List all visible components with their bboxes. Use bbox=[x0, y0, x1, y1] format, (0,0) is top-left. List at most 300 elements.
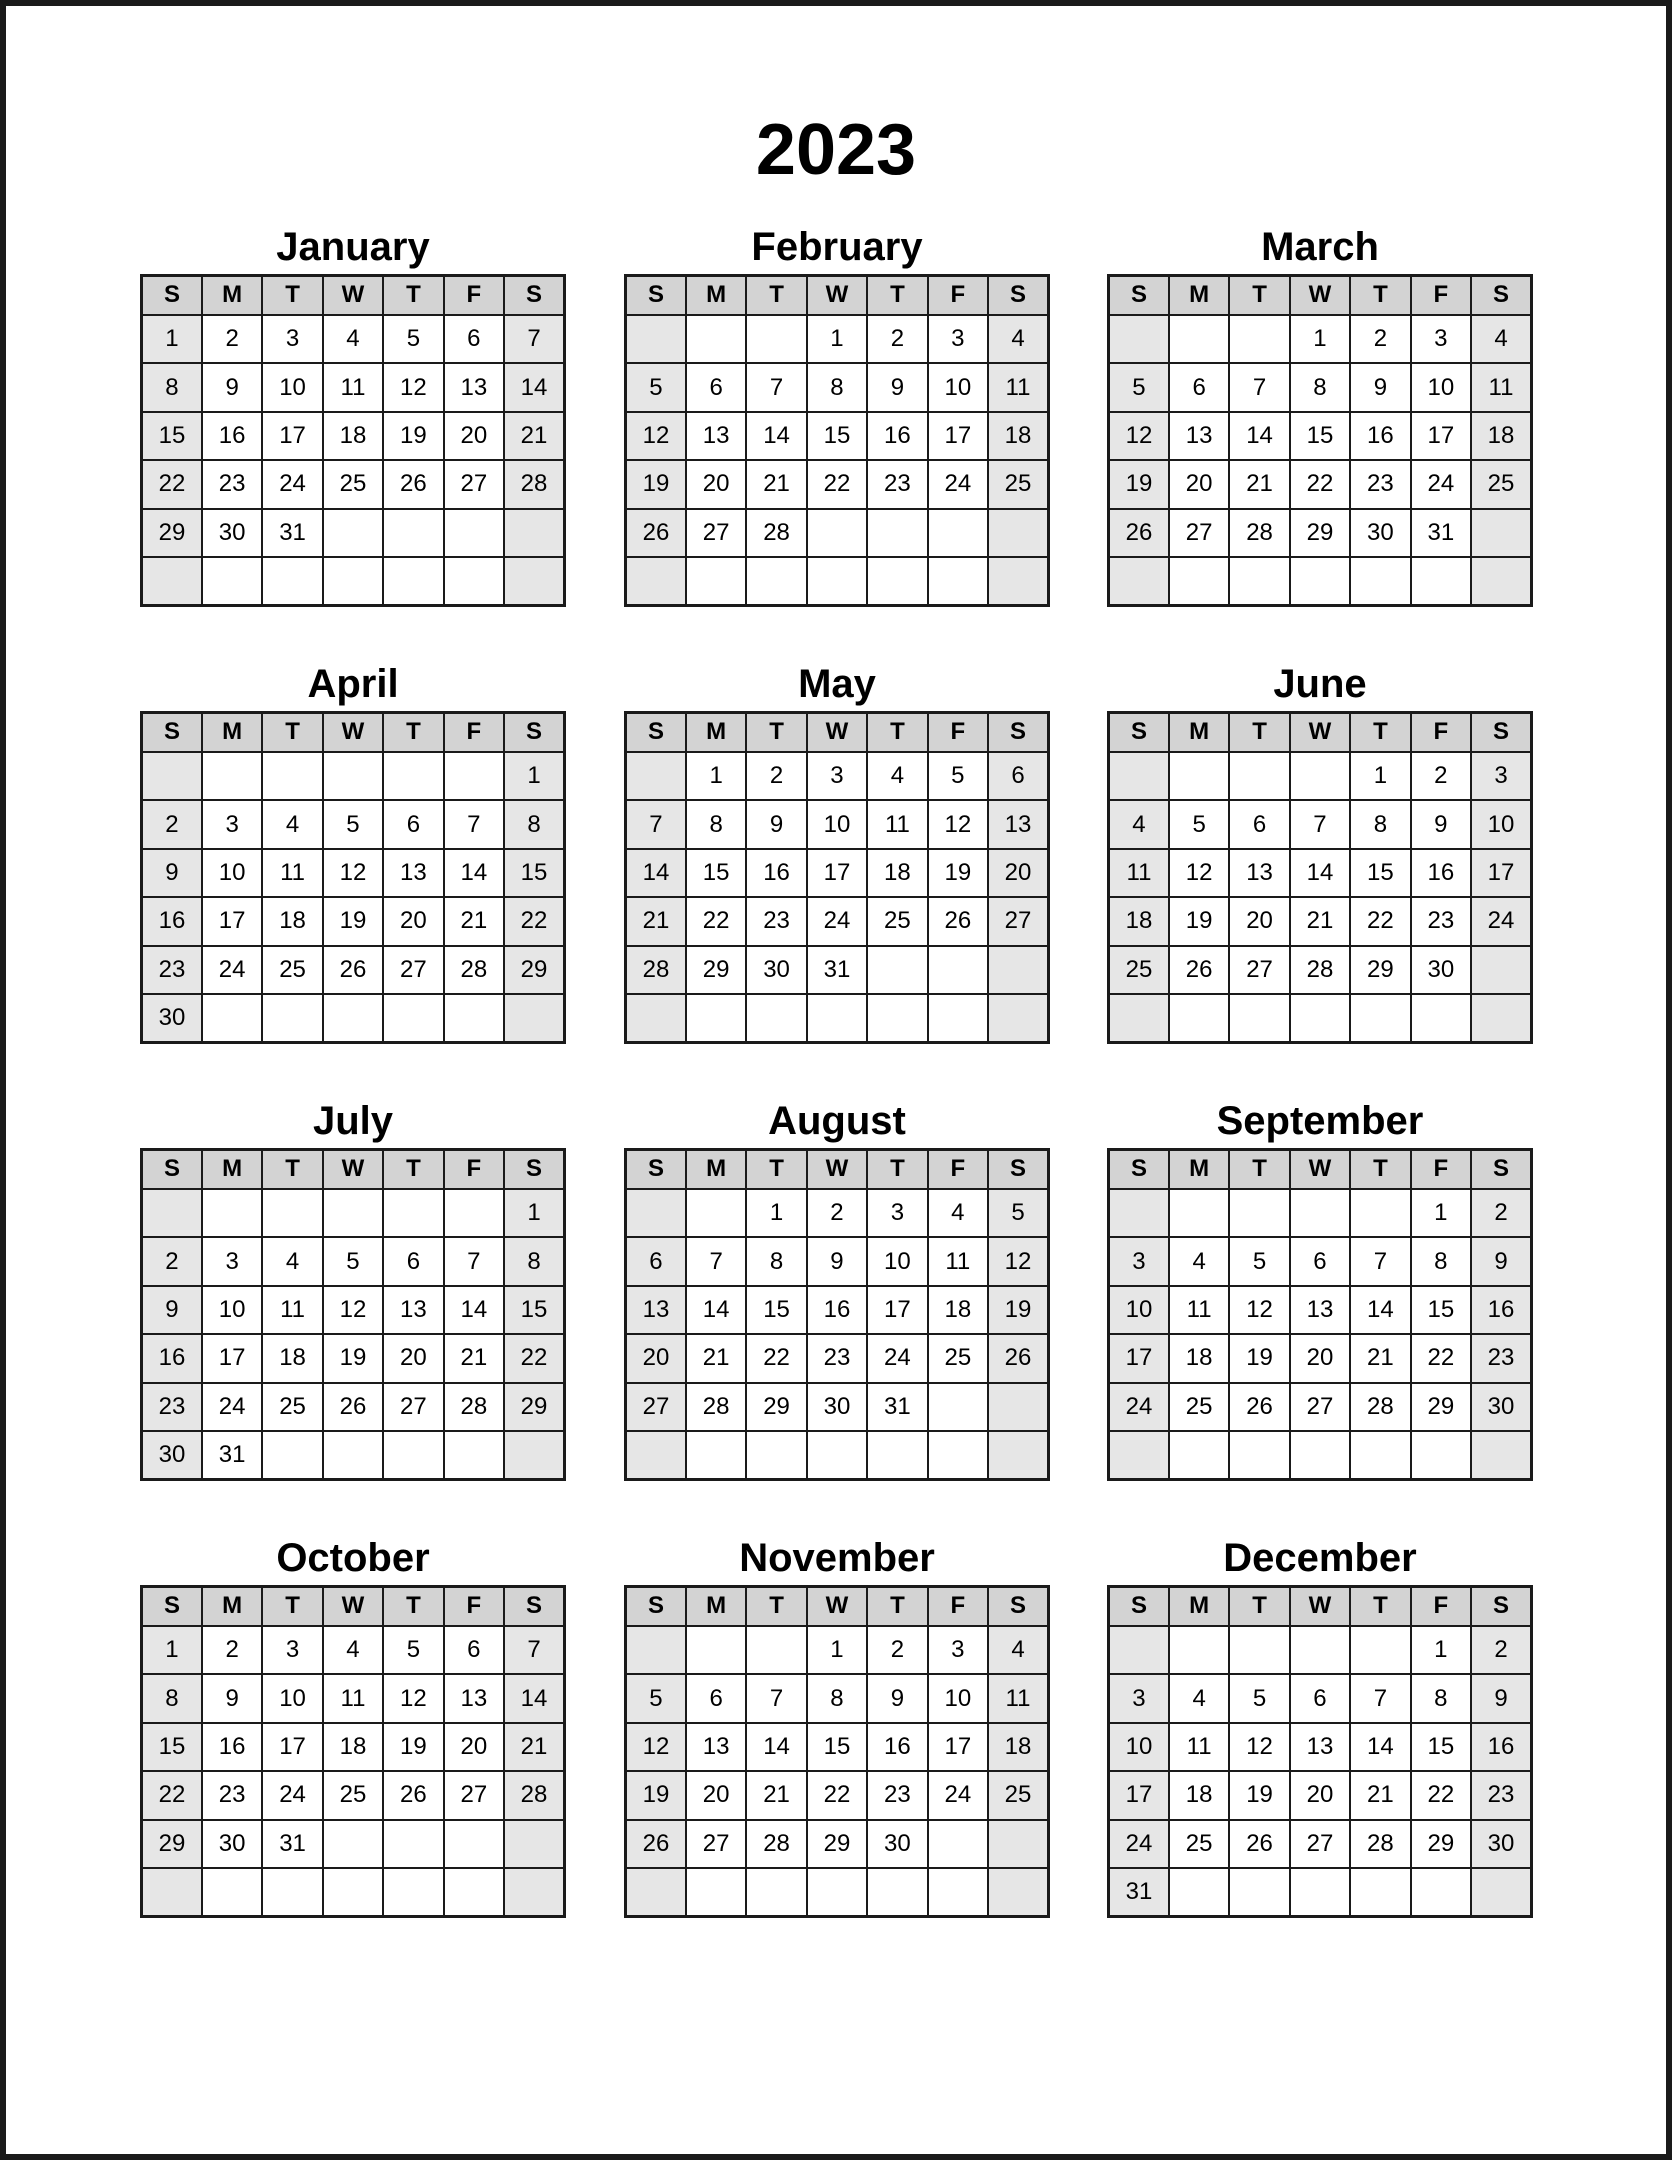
day-cell: 22 bbox=[1290, 460, 1350, 508]
day-cell: 9 bbox=[142, 1286, 202, 1334]
day-cell: 24 bbox=[202, 1383, 262, 1431]
day-cell: 28 bbox=[1290, 946, 1350, 994]
weekday-header: M bbox=[686, 713, 746, 752]
day-cell: 28 bbox=[686, 1383, 746, 1431]
day-cell: 23 bbox=[1471, 1771, 1531, 1819]
day-cell: 6 bbox=[686, 363, 746, 411]
day-cell: 20 bbox=[1290, 1334, 1350, 1382]
day-cell: 15 bbox=[686, 849, 746, 897]
day-cell: 10 bbox=[202, 1286, 262, 1334]
day-cell: 7 bbox=[1350, 1237, 1410, 1285]
day-cell: 6 bbox=[383, 800, 443, 848]
empty-day-cell bbox=[807, 994, 867, 1042]
day-cell: 30 bbox=[807, 1383, 867, 1431]
weekday-header: T bbox=[383, 1150, 443, 1189]
empty-day-cell bbox=[323, 1868, 383, 1916]
weekday-header-row bbox=[626, 276, 1049, 315]
day-cell: 30 bbox=[142, 1431, 202, 1479]
day-cell: 3 bbox=[262, 1626, 322, 1674]
empty-day-cell bbox=[142, 752, 202, 800]
day-cell: 15 bbox=[1290, 412, 1350, 460]
day-cell: 28 bbox=[626, 946, 686, 994]
empty-day-cell bbox=[142, 1868, 202, 1916]
empty-day-cell bbox=[444, 1820, 504, 1868]
day-cell: 6 bbox=[1229, 800, 1289, 848]
empty-day-cell bbox=[262, 1431, 322, 1479]
weekday-header: S bbox=[504, 1587, 564, 1626]
day-cell: 19 bbox=[988, 1286, 1048, 1334]
weekday-header: T bbox=[867, 1587, 927, 1626]
day-cell: 2 bbox=[1350, 315, 1410, 363]
weekday-header: W bbox=[323, 1150, 383, 1189]
day-cell: 11 bbox=[928, 1237, 988, 1285]
week-row bbox=[142, 1868, 565, 1916]
day-cell: 26 bbox=[626, 509, 686, 557]
day-cell: 7 bbox=[746, 1674, 806, 1722]
week-row bbox=[1109, 363, 1532, 411]
empty-day-cell bbox=[1169, 1431, 1229, 1479]
week-row bbox=[626, 1674, 1049, 1722]
day-cell: 4 bbox=[988, 315, 1048, 363]
day-cell: 23 bbox=[1350, 460, 1410, 508]
empty-day-cell bbox=[686, 1868, 746, 1916]
empty-day-cell bbox=[383, 1431, 443, 1479]
week-row bbox=[1109, 460, 1532, 508]
empty-day-cell bbox=[1229, 315, 1289, 363]
month-calendar-grid bbox=[140, 1148, 566, 1481]
day-cell: 4 bbox=[1169, 1237, 1229, 1285]
day-cell: 27 bbox=[1169, 509, 1229, 557]
day-cell: 17 bbox=[1471, 849, 1531, 897]
week-row bbox=[626, 1334, 1049, 1382]
empty-day-cell bbox=[262, 994, 322, 1042]
day-cell: 25 bbox=[323, 460, 383, 508]
week-row bbox=[142, 849, 565, 897]
day-cell: 21 bbox=[686, 1334, 746, 1382]
day-cell: 1 bbox=[807, 1626, 867, 1674]
weekday-header: S bbox=[988, 1587, 1048, 1626]
empty-day-cell bbox=[202, 752, 262, 800]
week-row bbox=[626, 1237, 1049, 1285]
empty-day-cell bbox=[1411, 557, 1471, 605]
week-row bbox=[142, 946, 565, 994]
weekday-header: S bbox=[626, 276, 686, 315]
day-cell: 21 bbox=[504, 1723, 564, 1771]
month-title: November bbox=[739, 1536, 935, 1580]
empty-day-cell bbox=[1350, 1431, 1410, 1479]
day-cell: 11 bbox=[323, 363, 383, 411]
week-row bbox=[1109, 994, 1532, 1042]
day-cell: 1 bbox=[1411, 1189, 1471, 1237]
day-cell: 25 bbox=[1169, 1820, 1229, 1868]
day-cell: 4 bbox=[1471, 315, 1531, 363]
empty-day-cell bbox=[1350, 1189, 1410, 1237]
day-cell: 30 bbox=[202, 1820, 262, 1868]
day-cell: 21 bbox=[1350, 1771, 1410, 1819]
weekday-header: S bbox=[626, 1150, 686, 1189]
day-cell: 22 bbox=[142, 1771, 202, 1819]
empty-day-cell bbox=[1109, 1431, 1169, 1479]
week-row bbox=[626, 315, 1049, 363]
day-cell: 13 bbox=[444, 1674, 504, 1722]
month-title: August bbox=[768, 1099, 906, 1143]
weekday-header: W bbox=[807, 1150, 867, 1189]
weekday-header-row bbox=[1109, 1587, 1532, 1626]
day-cell: 10 bbox=[1109, 1723, 1169, 1771]
day-cell: 27 bbox=[383, 1383, 443, 1431]
day-cell: 24 bbox=[1109, 1383, 1169, 1431]
day-cell: 2 bbox=[1471, 1626, 1531, 1674]
empty-day-cell bbox=[928, 994, 988, 1042]
week-row bbox=[142, 1334, 565, 1382]
day-cell: 1 bbox=[1350, 752, 1410, 800]
week-row bbox=[626, 994, 1049, 1042]
day-cell: 18 bbox=[1169, 1334, 1229, 1382]
empty-day-cell bbox=[1411, 1868, 1471, 1916]
day-cell: 4 bbox=[262, 1237, 322, 1285]
weekday-header: T bbox=[746, 276, 806, 315]
empty-day-cell bbox=[686, 315, 746, 363]
empty-day-cell bbox=[686, 1431, 746, 1479]
day-cell: 6 bbox=[444, 315, 504, 363]
weekday-header: M bbox=[1169, 276, 1229, 315]
day-cell: 20 bbox=[1229, 897, 1289, 945]
empty-day-cell bbox=[383, 509, 443, 557]
day-cell: 8 bbox=[1411, 1674, 1471, 1722]
day-cell: 12 bbox=[383, 1674, 443, 1722]
week-row bbox=[1109, 1868, 1532, 1916]
day-cell: 3 bbox=[1109, 1237, 1169, 1285]
empty-day-cell bbox=[988, 557, 1048, 605]
week-row bbox=[1109, 1723, 1532, 1771]
day-cell: 2 bbox=[867, 315, 927, 363]
day-cell: 17 bbox=[867, 1286, 927, 1334]
day-cell: 24 bbox=[928, 460, 988, 508]
empty-day-cell bbox=[1169, 557, 1229, 605]
day-cell: 17 bbox=[262, 412, 322, 460]
empty-day-cell bbox=[504, 557, 564, 605]
day-cell: 13 bbox=[1169, 412, 1229, 460]
day-cell: 25 bbox=[1109, 946, 1169, 994]
day-cell: 18 bbox=[1471, 412, 1531, 460]
day-cell: 16 bbox=[1471, 1286, 1531, 1334]
empty-day-cell bbox=[988, 1820, 1048, 1868]
week-row bbox=[142, 752, 565, 800]
empty-day-cell bbox=[746, 557, 806, 605]
empty-day-cell bbox=[746, 1868, 806, 1916]
weekday-header: S bbox=[1471, 1150, 1531, 1189]
empty-day-cell bbox=[626, 994, 686, 1042]
day-cell: 6 bbox=[444, 1626, 504, 1674]
day-cell: 10 bbox=[202, 849, 262, 897]
day-cell: 6 bbox=[626, 1237, 686, 1285]
empty-day-cell bbox=[1471, 509, 1531, 557]
weekday-header: F bbox=[928, 713, 988, 752]
day-cell: 19 bbox=[626, 460, 686, 508]
weekday-header-row bbox=[142, 1587, 565, 1626]
day-cell: 4 bbox=[262, 800, 322, 848]
day-cell: 16 bbox=[202, 412, 262, 460]
day-cell: 16 bbox=[867, 1723, 927, 1771]
weekday-header: S bbox=[1471, 276, 1531, 315]
weekday-header: W bbox=[1290, 1587, 1350, 1626]
day-cell: 26 bbox=[1109, 509, 1169, 557]
day-cell: 22 bbox=[1411, 1334, 1471, 1382]
week-row bbox=[1109, 412, 1532, 460]
weekday-header: F bbox=[444, 713, 504, 752]
empty-day-cell bbox=[746, 994, 806, 1042]
week-row bbox=[626, 800, 1049, 848]
day-cell: 18 bbox=[262, 897, 322, 945]
week-row bbox=[142, 1383, 565, 1431]
day-cell: 19 bbox=[1169, 897, 1229, 945]
day-cell: 29 bbox=[1411, 1383, 1471, 1431]
day-cell: 22 bbox=[807, 460, 867, 508]
day-cell: 1 bbox=[142, 1626, 202, 1674]
day-cell: 5 bbox=[383, 1626, 443, 1674]
empty-day-cell bbox=[1229, 994, 1289, 1042]
day-cell: 31 bbox=[867, 1383, 927, 1431]
empty-day-cell bbox=[1290, 1431, 1350, 1479]
empty-day-cell bbox=[1411, 1431, 1471, 1479]
day-cell: 29 bbox=[1411, 1820, 1471, 1868]
day-cell: 1 bbox=[1411, 1626, 1471, 1674]
weekday-header: S bbox=[142, 1587, 202, 1626]
day-cell: 11 bbox=[323, 1674, 383, 1722]
day-cell: 7 bbox=[626, 800, 686, 848]
weekday-header: M bbox=[1169, 713, 1229, 752]
empty-day-cell bbox=[1229, 1431, 1289, 1479]
day-cell: 20 bbox=[444, 1723, 504, 1771]
day-cell: 25 bbox=[323, 1771, 383, 1819]
day-cell: 16 bbox=[1350, 412, 1410, 460]
empty-day-cell bbox=[1290, 994, 1350, 1042]
day-cell: 16 bbox=[1471, 1723, 1531, 1771]
weekday-header: T bbox=[746, 713, 806, 752]
day-cell: 8 bbox=[1411, 1237, 1471, 1285]
day-cell: 20 bbox=[686, 460, 746, 508]
empty-day-cell bbox=[202, 994, 262, 1042]
day-cell: 27 bbox=[444, 1771, 504, 1819]
day-cell: 14 bbox=[1350, 1286, 1410, 1334]
week-row bbox=[1109, 1431, 1532, 1479]
weekday-header: S bbox=[504, 1150, 564, 1189]
day-cell: 24 bbox=[1109, 1820, 1169, 1868]
month-calendar-grid bbox=[1107, 1585, 1533, 1918]
weekday-header-row bbox=[1109, 1150, 1532, 1189]
day-cell: 13 bbox=[444, 363, 504, 411]
day-cell: 7 bbox=[686, 1237, 746, 1285]
week-row bbox=[626, 946, 1049, 994]
day-cell: 23 bbox=[1411, 897, 1471, 945]
day-cell: 8 bbox=[807, 363, 867, 411]
empty-day-cell bbox=[988, 994, 1048, 1042]
week-row bbox=[142, 1820, 565, 1868]
day-cell: 8 bbox=[746, 1237, 806, 1285]
empty-day-cell bbox=[928, 1820, 988, 1868]
day-cell: 17 bbox=[202, 897, 262, 945]
day-cell: 5 bbox=[383, 315, 443, 363]
empty-day-cell bbox=[1229, 1189, 1289, 1237]
day-cell: 11 bbox=[988, 1674, 1048, 1722]
week-row bbox=[142, 1286, 565, 1334]
week-row bbox=[1109, 849, 1532, 897]
weekday-header-row bbox=[1109, 713, 1532, 752]
empty-day-cell bbox=[1229, 557, 1289, 605]
empty-day-cell bbox=[444, 1868, 504, 1916]
day-cell: 23 bbox=[867, 1771, 927, 1819]
day-cell: 26 bbox=[626, 1820, 686, 1868]
day-cell: 24 bbox=[1471, 897, 1531, 945]
day-cell: 11 bbox=[988, 363, 1048, 411]
empty-day-cell bbox=[867, 1868, 927, 1916]
day-cell: 14 bbox=[746, 412, 806, 460]
empty-day-cell bbox=[262, 1189, 322, 1237]
empty-day-cell bbox=[1411, 994, 1471, 1042]
day-cell: 15 bbox=[142, 412, 202, 460]
day-cell: 4 bbox=[867, 752, 927, 800]
day-cell: 12 bbox=[928, 800, 988, 848]
day-cell: 7 bbox=[1229, 363, 1289, 411]
day-cell: 22 bbox=[1350, 897, 1410, 945]
weekday-header: T bbox=[383, 276, 443, 315]
day-cell: 16 bbox=[142, 897, 202, 945]
weekday-header: W bbox=[807, 1587, 867, 1626]
day-cell: 30 bbox=[1471, 1820, 1531, 1868]
week-row bbox=[626, 1771, 1049, 1819]
day-cell: 20 bbox=[988, 849, 1048, 897]
day-cell: 27 bbox=[686, 1820, 746, 1868]
weekday-header: T bbox=[262, 713, 322, 752]
week-row bbox=[1109, 946, 1532, 994]
day-cell: 2 bbox=[746, 752, 806, 800]
weekday-header: T bbox=[1229, 276, 1289, 315]
weekday-header: F bbox=[928, 1150, 988, 1189]
empty-day-cell bbox=[444, 752, 504, 800]
empty-day-cell bbox=[626, 1868, 686, 1916]
week-row bbox=[142, 800, 565, 848]
empty-day-cell bbox=[807, 1431, 867, 1479]
day-cell: 15 bbox=[1350, 849, 1410, 897]
month-calendar-grid bbox=[1107, 274, 1533, 607]
weekday-header: M bbox=[686, 1150, 746, 1189]
empty-day-cell bbox=[1471, 946, 1531, 994]
day-cell: 6 bbox=[988, 752, 1048, 800]
week-row bbox=[1109, 1383, 1532, 1431]
day-cell: 17 bbox=[1411, 412, 1471, 460]
week-row bbox=[626, 509, 1049, 557]
weekday-header: W bbox=[1290, 1150, 1350, 1189]
weekday-header: S bbox=[142, 1150, 202, 1189]
weekday-header: T bbox=[1229, 1587, 1289, 1626]
day-cell: 5 bbox=[626, 363, 686, 411]
day-cell: 2 bbox=[867, 1626, 927, 1674]
month-title: September bbox=[1216, 1099, 1424, 1143]
day-cell: 8 bbox=[686, 800, 746, 848]
week-row bbox=[142, 1189, 565, 1237]
weekday-header: S bbox=[1109, 1587, 1169, 1626]
week-row bbox=[626, 460, 1049, 508]
empty-day-cell bbox=[1109, 315, 1169, 363]
weekday-header: W bbox=[1290, 713, 1350, 752]
weekday-header: S bbox=[988, 276, 1048, 315]
day-cell: 27 bbox=[1290, 1383, 1350, 1431]
day-cell: 5 bbox=[1229, 1237, 1289, 1285]
empty-day-cell bbox=[1350, 557, 1410, 605]
day-cell: 14 bbox=[444, 849, 504, 897]
month-calendar-grid bbox=[1107, 711, 1533, 1044]
day-cell: 14 bbox=[746, 1723, 806, 1771]
day-cell: 5 bbox=[1169, 800, 1229, 848]
week-row bbox=[626, 1431, 1049, 1479]
week-row bbox=[626, 1868, 1049, 1916]
day-cell: 19 bbox=[383, 1723, 443, 1771]
month-calendar-grid bbox=[624, 1148, 1050, 1481]
week-row bbox=[142, 412, 565, 460]
empty-day-cell bbox=[323, 509, 383, 557]
day-cell: 23 bbox=[142, 946, 202, 994]
weekday-header: T bbox=[383, 1587, 443, 1626]
day-cell: 2 bbox=[142, 800, 202, 848]
day-cell: 16 bbox=[142, 1334, 202, 1382]
empty-day-cell bbox=[1290, 1868, 1350, 1916]
empty-day-cell bbox=[867, 1431, 927, 1479]
day-cell: 17 bbox=[807, 849, 867, 897]
month-calendar-grid bbox=[624, 274, 1050, 607]
week-row bbox=[1109, 800, 1532, 848]
day-cell: 5 bbox=[988, 1189, 1048, 1237]
empty-day-cell bbox=[383, 1820, 443, 1868]
empty-day-cell bbox=[626, 752, 686, 800]
day-cell: 4 bbox=[1109, 800, 1169, 848]
weekday-header: F bbox=[928, 276, 988, 315]
day-cell: 11 bbox=[1471, 363, 1531, 411]
day-cell: 2 bbox=[807, 1189, 867, 1237]
empty-day-cell bbox=[323, 752, 383, 800]
empty-day-cell bbox=[444, 557, 504, 605]
empty-day-cell bbox=[626, 1626, 686, 1674]
empty-day-cell bbox=[504, 994, 564, 1042]
day-cell: 29 bbox=[1350, 946, 1410, 994]
month-calendar-grid bbox=[140, 1585, 566, 1918]
day-cell: 14 bbox=[686, 1286, 746, 1334]
day-cell: 4 bbox=[323, 1626, 383, 1674]
week-row bbox=[142, 1771, 565, 1819]
empty-day-cell bbox=[504, 1868, 564, 1916]
day-cell: 3 bbox=[867, 1189, 927, 1237]
day-cell: 9 bbox=[1350, 363, 1410, 411]
day-cell: 7 bbox=[1290, 800, 1350, 848]
weekday-header-row bbox=[142, 1150, 565, 1189]
weekday-header: F bbox=[1411, 713, 1471, 752]
day-cell: 17 bbox=[928, 1723, 988, 1771]
empty-day-cell bbox=[1169, 1868, 1229, 1916]
empty-day-cell bbox=[1169, 752, 1229, 800]
empty-day-cell bbox=[807, 509, 867, 557]
weekday-header: F bbox=[928, 1587, 988, 1626]
day-cell: 6 bbox=[1290, 1674, 1350, 1722]
week-row bbox=[1109, 315, 1532, 363]
empty-day-cell bbox=[1229, 1868, 1289, 1916]
day-cell: 4 bbox=[1169, 1674, 1229, 1722]
month-title: December bbox=[1223, 1536, 1417, 1580]
day-cell: 26 bbox=[383, 460, 443, 508]
day-cell: 19 bbox=[323, 897, 383, 945]
day-cell: 17 bbox=[928, 412, 988, 460]
day-cell: 26 bbox=[323, 946, 383, 994]
day-cell: 29 bbox=[504, 946, 564, 994]
day-cell: 27 bbox=[686, 509, 746, 557]
